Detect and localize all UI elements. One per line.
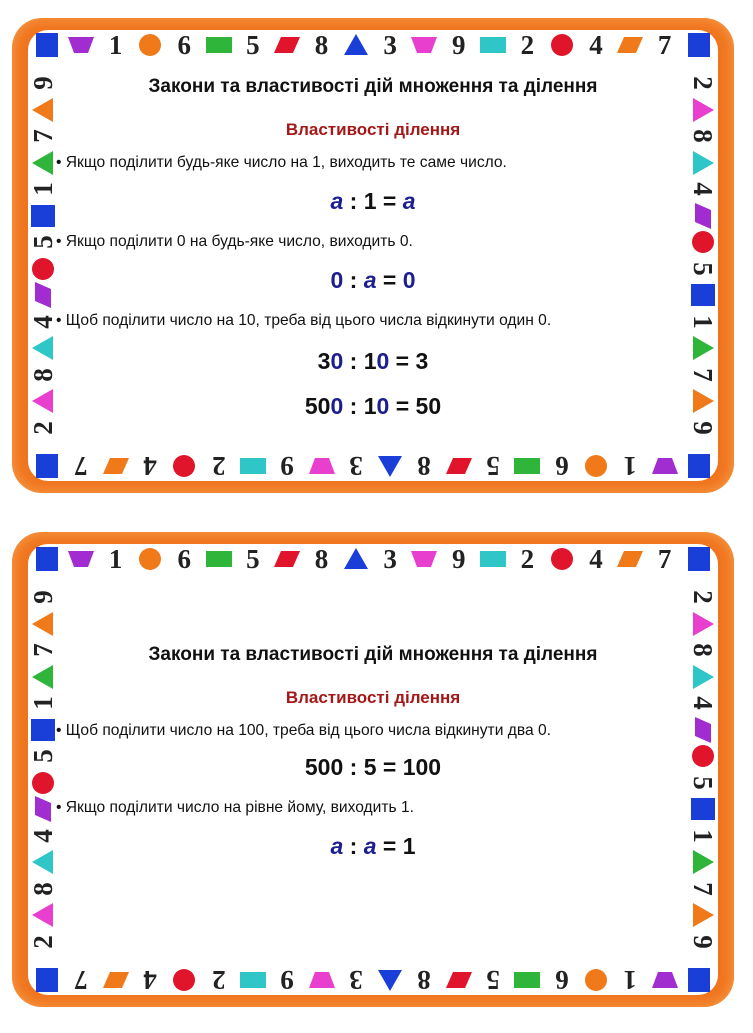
square-shape-icon	[688, 794, 718, 824]
border-number	[688, 174, 718, 204]
circle-shape-icon	[581, 965, 611, 995]
trapezoid-shape-icon	[650, 451, 680, 481]
square-shape-icon	[32, 451, 62, 481]
border-number-text: 8	[27, 368, 58, 382]
border-number-text: 4	[27, 315, 58, 329]
border-number-text: 1	[688, 315, 719, 329]
formula	[84, 348, 662, 375]
formula-op: =	[376, 267, 403, 293]
card-title: Закони та властивості дій множення та ділення	[148, 644, 598, 665]
parallelogram-shape-icon	[444, 451, 474, 481]
border-number	[688, 413, 718, 443]
trapezoid-shape-icon	[307, 451, 337, 481]
card-1-content	[56, 76, 662, 420]
rule-text: • Якщо поділити будь-яке число на 1, виходить те саме число.	[56, 154, 507, 171]
border-number-text: 6	[177, 543, 191, 574]
border-number	[238, 544, 268, 574]
border-number	[341, 451, 371, 481]
border-number-text: 1	[27, 696, 58, 710]
rule-text: • Якщо поділити число на рівне йому, виходить 1.	[56, 799, 414, 816]
border-number-text: 1	[27, 182, 58, 196]
border-number-text: 9	[280, 965, 294, 996]
circle-shape-icon	[169, 965, 199, 995]
triangle-shape-icon	[341, 30, 371, 60]
border-number	[650, 30, 680, 60]
border-number-text: 2	[520, 543, 535, 574]
formula-zero: 0	[330, 348, 344, 374]
formula	[84, 267, 662, 294]
border-number-text: 2	[688, 76, 719, 90]
border-number-text: 6	[177, 29, 191, 60]
triangle-shape-icon	[688, 386, 718, 416]
border-number	[135, 965, 165, 995]
rule-text: • Щоб поділити число на 10, треба від цього числа відкинути один 0.	[56, 312, 552, 329]
rule-text: • Якщо поділити 0 на будь-яке число, виходить 0.	[56, 233, 413, 250]
formula-zero: 0	[376, 393, 390, 419]
border-number	[101, 544, 131, 574]
border-number	[547, 451, 577, 481]
border-number	[650, 544, 680, 574]
border-number-text: 2	[27, 935, 58, 949]
border-number-text: 8	[314, 543, 329, 574]
border-number	[688, 121, 718, 151]
formula-op: = 50	[389, 393, 442, 419]
border-number-text: 7	[657, 29, 672, 60]
circle-shape-icon	[547, 544, 577, 574]
circle-shape-icon	[547, 30, 577, 60]
border-number-text: 5	[246, 29, 260, 60]
parallelogram-shape-icon	[101, 451, 131, 481]
border-number	[28, 741, 58, 771]
circle-shape-icon	[135, 30, 165, 60]
border-number	[28, 227, 58, 257]
border-number-text: 4	[589, 543, 603, 574]
border-number-text: 3	[349, 965, 363, 996]
formula	[84, 833, 662, 860]
border-number	[512, 544, 542, 574]
border-number-text: 5	[27, 235, 58, 249]
border-number-text: 1	[108, 543, 123, 574]
border-number-text: 5	[688, 262, 719, 276]
card-2-content	[56, 644, 662, 860]
border-number-text: 9	[280, 451, 294, 482]
border-number	[204, 965, 234, 995]
triangle-shape-icon	[28, 900, 58, 930]
border-number-text: 8	[688, 129, 719, 143]
rect-shape-icon	[478, 544, 508, 574]
border-number	[512, 30, 542, 60]
card-subtitle: Властивості ділення	[285, 120, 461, 139]
border-number	[615, 965, 645, 995]
circle-shape-icon	[688, 227, 718, 257]
border-number-text: 5	[486, 451, 500, 482]
parallelogram-shape-icon	[615, 30, 645, 60]
triangle-shape-icon	[375, 451, 405, 481]
trapezoid-shape-icon	[409, 544, 439, 574]
rect-shape-icon	[238, 451, 268, 481]
border-number	[28, 174, 58, 204]
border-number	[66, 965, 96, 995]
rule-card-1	[12, 18, 734, 493]
rect-shape-icon	[238, 965, 268, 995]
formula-var: a	[402, 188, 416, 214]
border-number	[28, 688, 58, 718]
border-number-text: 8	[417, 451, 432, 482]
border-number-text: 2	[520, 29, 535, 60]
formula-zero: 0	[330, 393, 344, 419]
border-number-text: 2	[688, 590, 719, 604]
border-number-text: 3	[383, 29, 397, 60]
border-number	[28, 121, 58, 151]
border-number-text: 9	[452, 29, 466, 60]
border-number-text: 4	[27, 829, 58, 843]
border-number	[169, 544, 199, 574]
formula-op: : 1	[343, 393, 377, 419]
formula-zero: 0	[330, 267, 344, 293]
border-number-text: 4	[688, 696, 719, 710]
circle-shape-icon	[135, 544, 165, 574]
border-number-text: 9	[688, 935, 719, 949]
border-number-text: 7	[74, 965, 89, 996]
border-number	[478, 965, 508, 995]
border-number-text: 2	[211, 451, 226, 482]
border-number	[409, 451, 439, 481]
border-number	[307, 30, 337, 60]
border-number-text: 4	[143, 451, 157, 482]
border-number-text: 7	[657, 543, 672, 574]
square-shape-icon	[32, 965, 62, 995]
triangle-shape-icon	[688, 333, 718, 363]
border-number	[272, 451, 302, 481]
border-number	[688, 635, 718, 665]
card-subtitle: Властивості ділення	[285, 688, 461, 707]
border-number-text: 8	[417, 965, 432, 996]
square-shape-icon	[684, 451, 714, 481]
border-number	[444, 544, 474, 574]
border-number-text: 3	[349, 451, 363, 482]
parallelogram-shape-icon	[444, 965, 474, 995]
circle-shape-icon	[581, 451, 611, 481]
border-number-text: 7	[688, 882, 719, 896]
parallelogram-shape-icon	[272, 544, 302, 574]
parallelogram-shape-icon	[272, 30, 302, 60]
border-number	[28, 635, 58, 665]
formula-zero: 0	[376, 348, 390, 374]
formula-op: :	[343, 833, 364, 859]
formula-op: :	[343, 267, 364, 293]
rule-card-2	[12, 532, 734, 1007]
border-number	[688, 582, 718, 612]
square-shape-icon	[684, 544, 714, 574]
border-number-text: 8	[27, 882, 58, 896]
parallelogram-shape-icon	[615, 544, 645, 574]
formula	[84, 393, 662, 420]
rule-text: • Щоб поділити число на 100, треба від цього числа відкинути два 0.	[56, 722, 551, 739]
border-number-text: 9	[688, 421, 719, 435]
formula-op: = 1	[376, 833, 416, 859]
border-number	[28, 413, 58, 443]
border-number-text: 3	[383, 543, 397, 574]
square-shape-icon	[688, 280, 718, 310]
formula-op: = 3	[389, 348, 429, 374]
formula-op: : 1	[343, 348, 377, 374]
rect-shape-icon	[204, 544, 234, 574]
border-number	[547, 965, 577, 995]
border-number	[341, 965, 371, 995]
border-number	[66, 451, 96, 481]
border-number-text: 9	[452, 543, 466, 574]
border-number-text: 1	[623, 965, 638, 996]
triangle-shape-icon	[28, 847, 58, 877]
border-number-text: 7	[688, 368, 719, 382]
formula-part: 3	[317, 348, 331, 374]
border-number-text: 7	[27, 129, 58, 143]
border-number	[28, 582, 58, 612]
border-number	[375, 30, 405, 60]
border-number-text: 1	[108, 29, 123, 60]
border-number	[135, 451, 165, 481]
circle-shape-icon	[688, 741, 718, 771]
formula-zero: 0	[402, 267, 416, 293]
border-number-text: 4	[589, 29, 603, 60]
triangle-shape-icon	[28, 386, 58, 416]
rect-shape-icon	[204, 30, 234, 60]
formula-var: a	[330, 188, 344, 214]
triangle-shape-icon	[375, 965, 405, 995]
border-number	[478, 451, 508, 481]
border-number-text: 5	[27, 749, 58, 763]
border-number	[688, 927, 718, 957]
parallelogram-shape-icon	[28, 794, 58, 824]
formula-var: a	[363, 833, 377, 859]
border-number-text: 1	[688, 829, 719, 843]
formula	[84, 188, 662, 215]
border-number	[688, 68, 718, 98]
border-number-text: 5	[246, 543, 260, 574]
border-number-text: 7	[27, 643, 58, 657]
triangle-shape-icon	[688, 900, 718, 930]
border-number	[581, 544, 611, 574]
border-number	[581, 30, 611, 60]
formula: 500 : 5 = 100	[304, 754, 442, 780]
border-number-text: 4	[688, 182, 719, 196]
rect-shape-icon	[478, 30, 508, 60]
border-number	[615, 451, 645, 481]
border-number-text: 1	[623, 451, 638, 482]
square-shape-icon	[684, 965, 714, 995]
triangle-shape-icon	[28, 333, 58, 363]
formula-var: a	[363, 267, 377, 293]
border-number	[375, 544, 405, 574]
card-title: Закони та властивості дій множення та ділення	[148, 76, 598, 97]
border-number	[28, 927, 58, 957]
border-number-text: 5	[688, 776, 719, 790]
rect-shape-icon	[512, 965, 542, 995]
triangle-shape-icon	[341, 544, 371, 574]
border-number	[28, 68, 58, 98]
border-number-text: 4	[143, 965, 157, 996]
border-number-text: 2	[211, 965, 226, 996]
parallelogram-shape-icon	[28, 280, 58, 310]
border-number-text: 8	[688, 643, 719, 657]
square-shape-icon	[684, 30, 714, 60]
border-number-text: 2	[27, 421, 58, 435]
trapezoid-shape-icon	[66, 544, 96, 574]
border-number	[101, 30, 131, 60]
border-number-text: 6	[554, 965, 569, 996]
border-number-text: 6	[554, 451, 569, 482]
border-number	[688, 688, 718, 718]
trapezoid-shape-icon	[650, 965, 680, 995]
border-number	[409, 965, 439, 995]
parallelogram-shape-icon	[101, 965, 131, 995]
circle-shape-icon	[169, 451, 199, 481]
trapezoid-shape-icon	[409, 30, 439, 60]
border-number-text: 9	[27, 590, 58, 604]
border-number-text: 9	[27, 76, 58, 90]
trapezoid-shape-icon	[307, 965, 337, 995]
border-number-text: 5	[486, 965, 500, 996]
border-number-text: 7	[74, 451, 89, 482]
border-number	[307, 544, 337, 574]
formula-op: : 1 =	[343, 188, 403, 214]
square-shape-icon	[32, 544, 62, 574]
border-number	[204, 451, 234, 481]
square-shape-icon	[32, 30, 62, 60]
formula-part: 50	[304, 393, 331, 419]
border-number	[272, 965, 302, 995]
border-number	[169, 30, 199, 60]
formula-var: a	[330, 833, 344, 859]
border-number	[444, 30, 474, 60]
border-number	[238, 30, 268, 60]
trapezoid-shape-icon	[66, 30, 96, 60]
rect-shape-icon	[512, 451, 542, 481]
border-number-text: 8	[314, 29, 329, 60]
triangle-shape-icon	[688, 847, 718, 877]
